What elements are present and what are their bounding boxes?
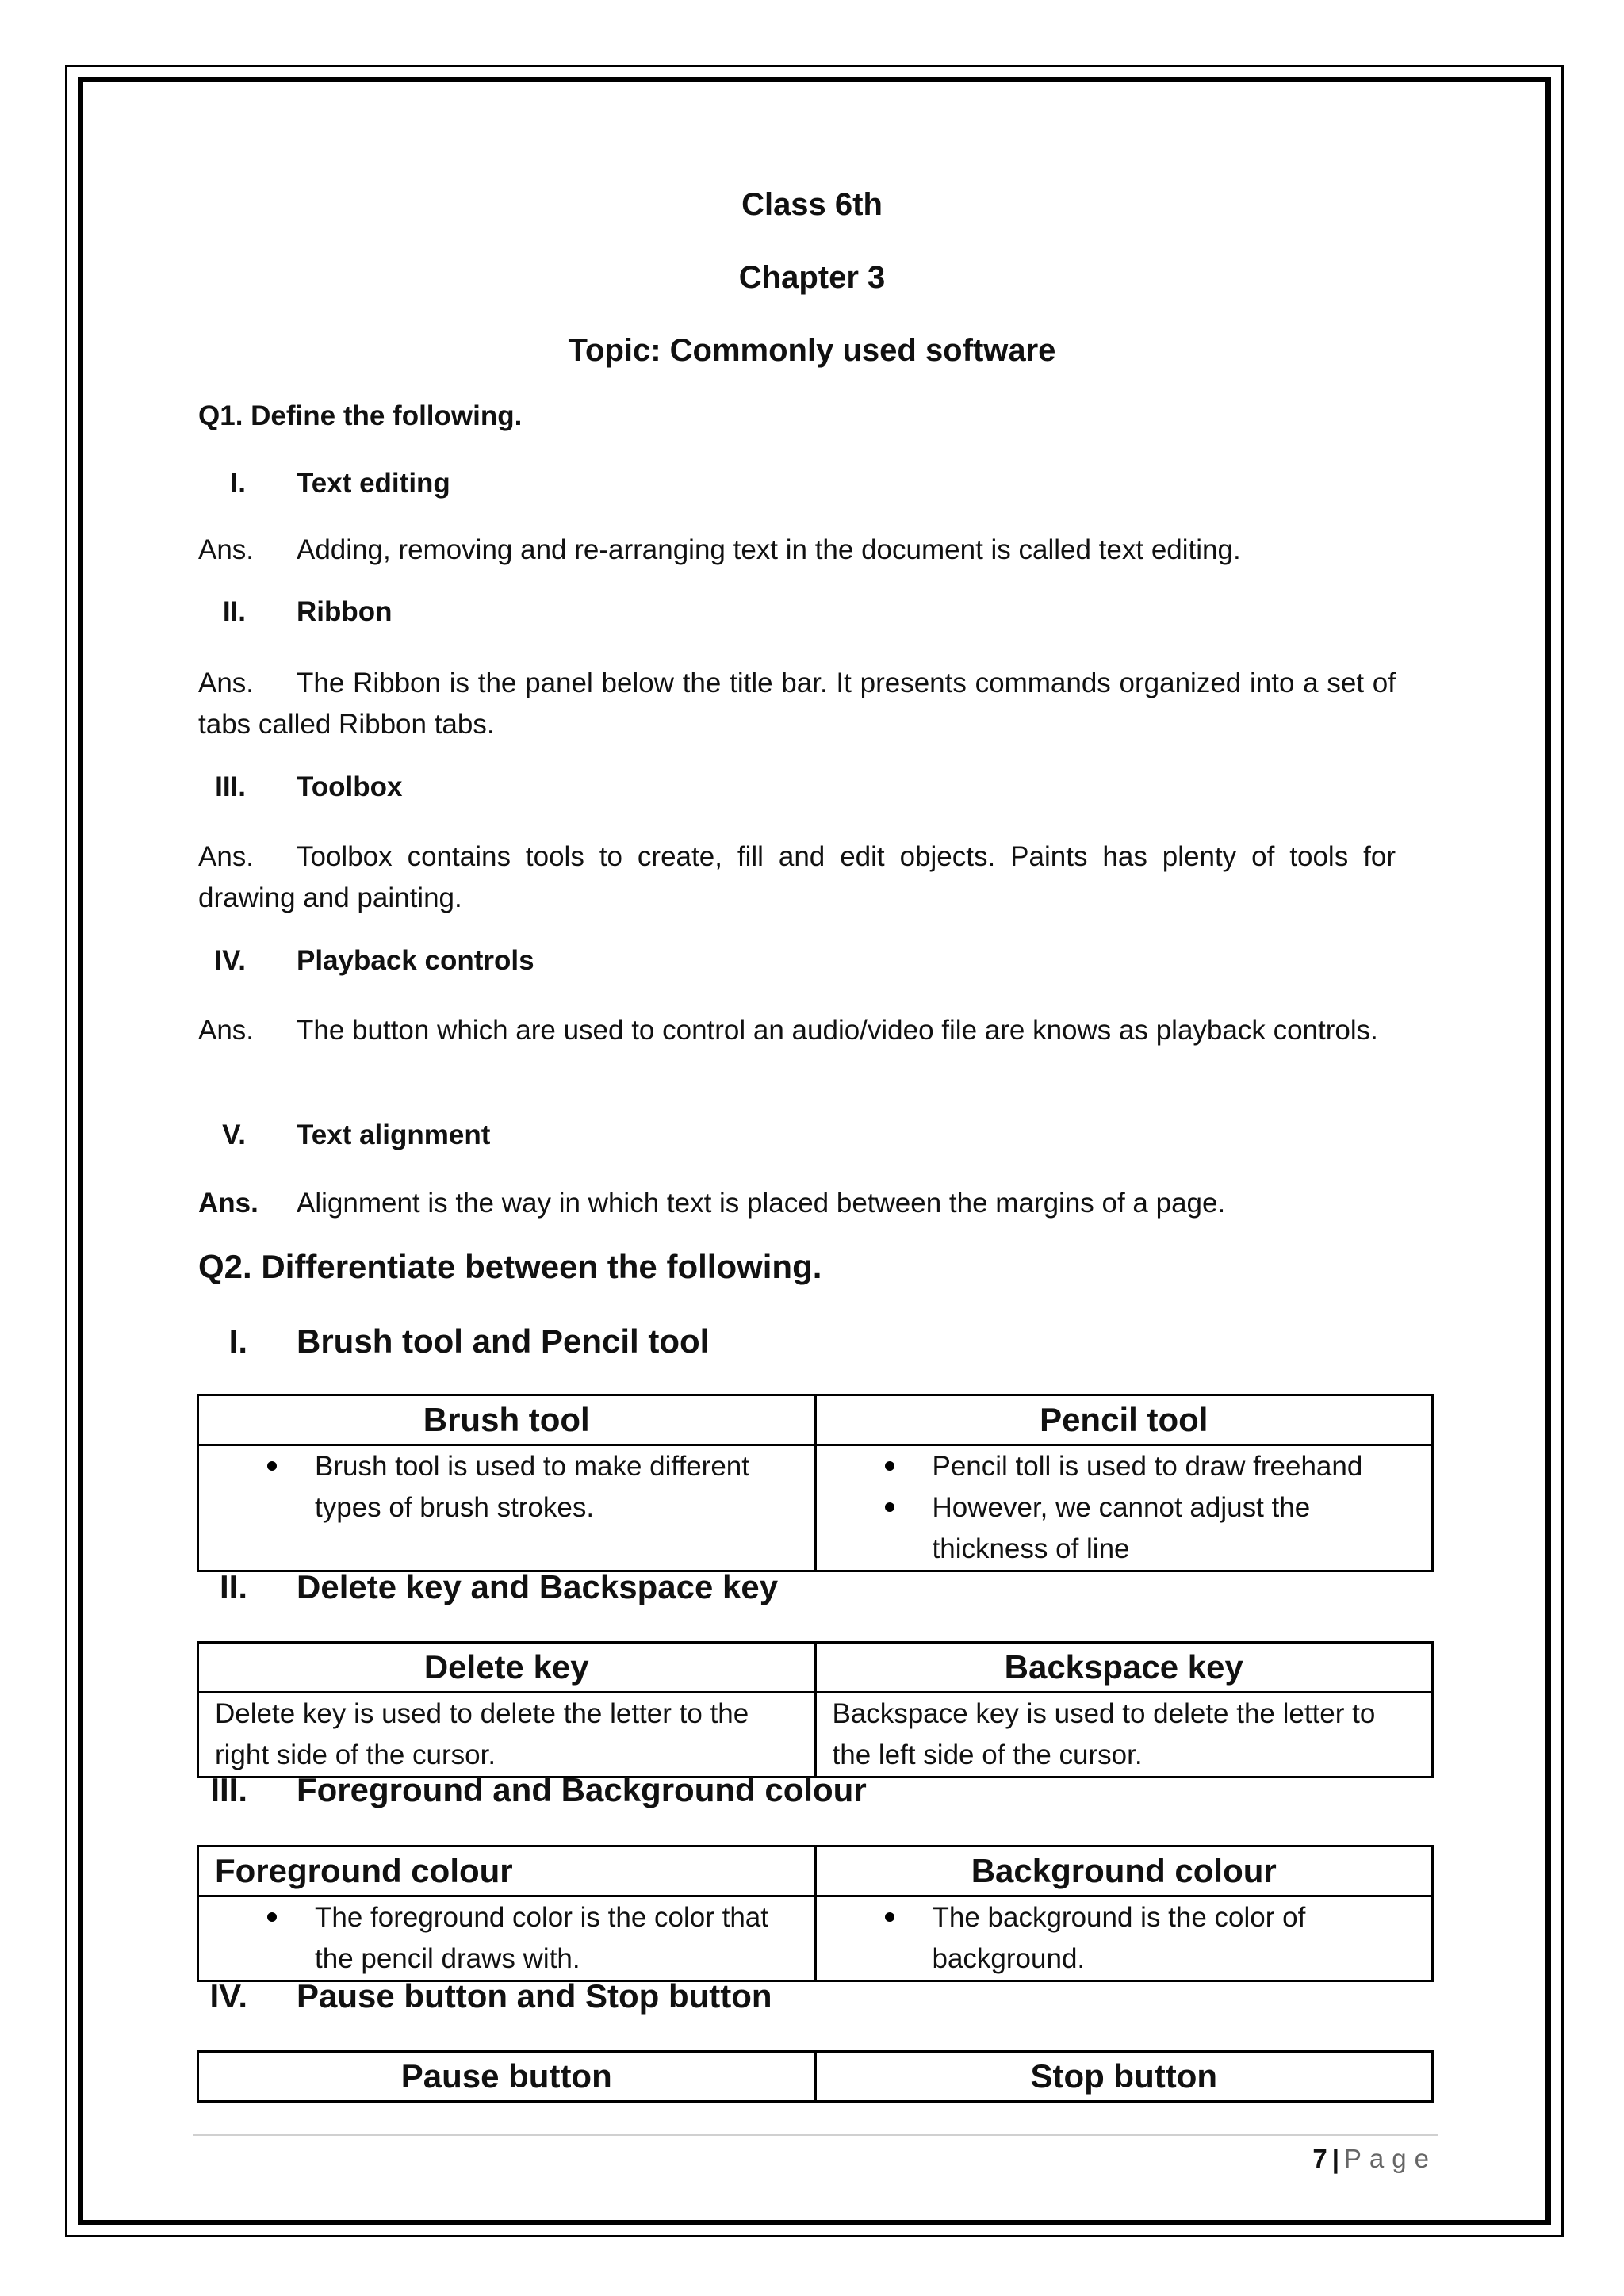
topic-heading: Topic: Commonly used software — [568, 333, 1056, 368]
definition-number: IV. — [214, 945, 246, 976]
chapter-heading: Chapter 3 — [738, 260, 886, 295]
answer-label: Ans. — [198, 534, 255, 565]
answer-text: Adding, removing and re-arranging text in the document is called text editing. — [297, 534, 1241, 565]
section-number: II. — [219, 1568, 247, 1605]
table-cell: Delete key is used to delete the letter to the right side of the cursor. — [198, 1693, 816, 1777]
answer-text: The button which are used to control an audio/video file are knows as playback controls. — [297, 1015, 1378, 1046]
table-header-stop-button: Stop button — [815, 2052, 1433, 2102]
definition-answer — [198, 1183, 1396, 1224]
table-cell — [815, 1896, 1433, 1981]
definition-term: Text editing — [297, 468, 450, 499]
definition-answer — [198, 530, 1396, 571]
footer-divider — [193, 2134, 1438, 2136]
definition-answer — [198, 1010, 1396, 1051]
definition-number: V. — [222, 1119, 246, 1150]
list-item: The background is the color of background. — [933, 1897, 1423, 1980]
question-2-title: Q2. Differentiate between the following. — [198, 1248, 822, 1285]
definition-answer — [198, 663, 1396, 745]
list-item: The foreground color is the color that the pencil draws with. — [315, 1897, 805, 1980]
table-header-pause-button: Pause button — [198, 2052, 816, 2102]
list-item: Pencil toll is used to draw freehand — [933, 1446, 1423, 1487]
answer-label: Ans. — [198, 668, 255, 698]
table-cell: Backspace key is used to delete the letter to the left side of the cursor. — [815, 1693, 1433, 1777]
question-1-title: Q1. Define the following. — [198, 400, 523, 431]
table-header-brush-tool: Brush tool — [198, 1395, 816, 1445]
definition-answer — [198, 836, 1396, 919]
table-header-foreground-colour: Foreground colour — [198, 1846, 816, 1896]
answer-text: The Ribbon is the panel below the title bar. It presents commands organized into a set of tabs called Ribbon tabs. — [198, 668, 1396, 740]
comparison-table-brush-pencil — [197, 1394, 1434, 1572]
answer-text: Alignment is the way in which text is placed between the margins of a page. — [297, 1188, 1226, 1219]
table-header-delete-key: Delete key — [198, 1643, 816, 1693]
definition-term: Ribbon — [297, 596, 393, 627]
section-number: III. — [210, 1771, 247, 1808]
page-number: 7 — [1312, 2144, 1327, 2173]
definition-number: III. — [215, 771, 246, 802]
definition-term: Toolbox — [297, 771, 403, 802]
table-header-background-colour: Background colour — [815, 1846, 1433, 1896]
section-title: Delete key and Backspace key — [297, 1568, 779, 1605]
comparison-table-pause-stop — [197, 2050, 1434, 2103]
answer-label: Ans. — [198, 1188, 259, 1219]
section-title: Foreground and Background colour — [297, 1771, 867, 1808]
table-header-pencil-tool: Pencil tool — [815, 1395, 1433, 1445]
footer-separator: | — [1331, 2144, 1339, 2173]
comparison-table-delete-backspace — [197, 1641, 1434, 1778]
section-number: I. — [228, 1322, 247, 1360]
table-header-backspace-key: Backspace key — [815, 1643, 1433, 1693]
section-title: Pause button and Stop button — [297, 1977, 772, 2015]
definition-term: Playback controls — [297, 945, 534, 976]
definition-term: Text alignment — [297, 1119, 491, 1150]
section-title: Brush tool and Pencil tool — [297, 1322, 710, 1360]
table-cell — [815, 1445, 1433, 1571]
comparison-table-foreground-background — [197, 1845, 1434, 1982]
answer-label: Ans. — [198, 1015, 255, 1046]
list-item: However, we cannot adjust the thickness of line — [933, 1487, 1423, 1570]
page-footer — [1312, 2144, 1437, 2174]
answer-label: Ans. — [198, 841, 255, 872]
definition-number: I. — [230, 468, 246, 499]
table-cell — [198, 1896, 816, 1981]
page-word: Page — [1343, 2144, 1437, 2173]
list-item: Brush tool is used to make different types of brush strokes. — [315, 1446, 805, 1529]
class-heading: Class 6th — [741, 187, 883, 222]
answer-text: Toolbox contains tools to create, fill and edit objects. Paints has plenty of tools for drawing and painting. — [198, 841, 1396, 913]
definition-number: II. — [222, 596, 246, 627]
section-number: IV. — [209, 1977, 247, 2015]
table-cell — [198, 1445, 816, 1571]
